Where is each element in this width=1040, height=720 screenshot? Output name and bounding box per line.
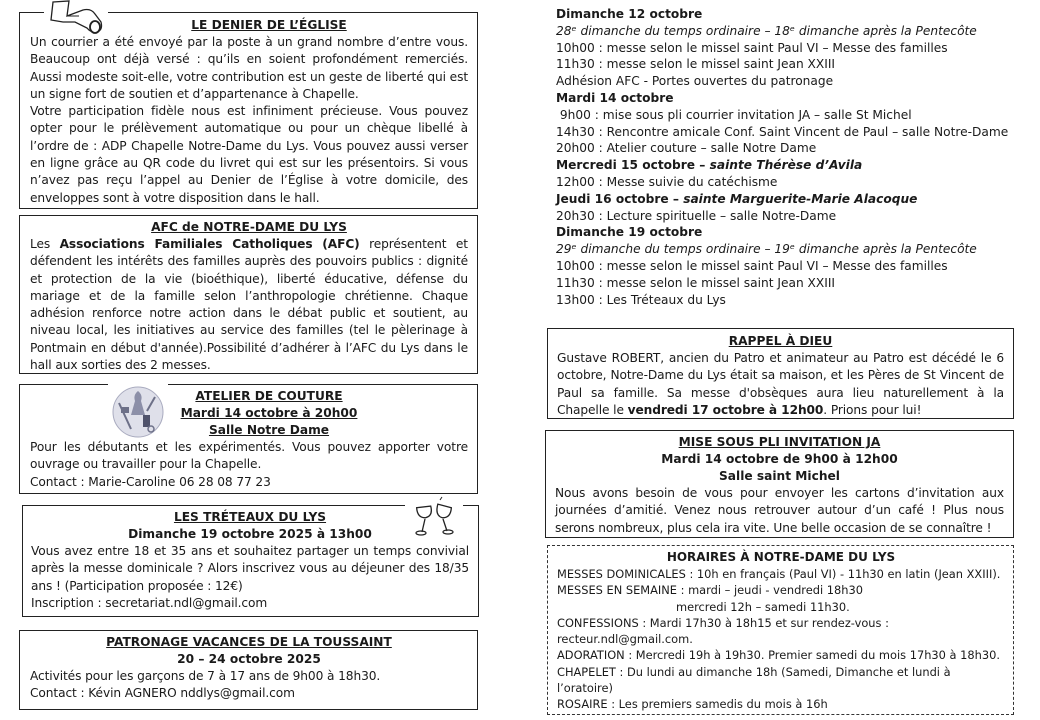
afc-section: [19, 215, 478, 374]
sewing-tools-icon: [111, 385, 165, 439]
day-heading-row: [556, 157, 1026, 174]
pli-date: Mardi 14 octobre de 9h00 à 12h00: [661, 452, 898, 466]
day-heading: Dimanche 12 octobre: [556, 7, 703, 21]
day-heading: Mardi 14 octobre: [556, 90, 674, 105]
couture-date: Mardi 14 octobre à 20h00: [180, 406, 358, 420]
patronage-text: Activités pour les garçons de 7 à 17 ans de 9h00 à 18h30.: [30, 669, 381, 683]
rappel-title: RAPPEL À DIEU: [728, 334, 833, 348]
couture-section: [19, 384, 478, 494]
couture-contact: Contact : Marie-Caroline 06 28 08 77 23: [30, 474, 271, 489]
day-heading: Mercredi 15 octobre –: [556, 158, 710, 173]
schedule-item: 11h30 : messe selon le missel saint Jean XXIII: [556, 57, 836, 72]
schedule-item: 11h30 : messe selon le missel saint Jean XXIII: [556, 275, 836, 290]
treteaux-section: [22, 505, 479, 617]
denier-paragraph-1: Un courrier a été envoyé par la poste à un grand nombre d’entre vous. Beaucoup ont déjà versé : qu’ils en soient profondément remerciés. Aussi modeste soit-elle, votre contribution est un geste de liberté qui est un signe fort de soutien et d’appartenance à Chapelle.: [30, 35, 468, 101]
feast-name: sainte Marguerite-Marie Alacoque: [683, 191, 918, 206]
horaires-line: CONFESSIONS : Mardi 17h30 à 18h15 et sur rendez-vous :: [557, 615, 889, 630]
patronage-date: 20 – 24 octobre 2025: [177, 652, 321, 666]
treteaux-contact: Inscription : secretariat.ndl@gmail.com: [31, 595, 268, 610]
couture-place: Salle Notre Dame: [208, 423, 330, 437]
horaires-title: HORAIRES À NOTRE-DAME DU LYS: [666, 550, 896, 564]
pli-section: [545, 430, 1014, 538]
schedule-item: 9h00 : mise sous pli courrier invitation JA – salle St Michel: [556, 107, 912, 122]
couture-text: Pour les débutants et les expérimentés. Vous pouvez apporter votre ouvrage ou travailler pour la Chapelle.: [30, 440, 468, 472]
horaires-line: recteur.ndl@gmail.com.: [557, 632, 693, 647]
treteaux-text: Vous avez entre 18 et 35 ans et souhaitez partager un temps convivial après la messe dominicale ? Alors inscrivez vous au déjeuner des 18/35 ans ! (Participation proposée : 12€): [31, 544, 469, 593]
denier-section: [19, 12, 478, 209]
afc-paragraph: [30, 236, 468, 374]
pli-text: Nous avons besoin de vous pour envoyer les cartons d’invitation aux journées d’amitié. Venez nous retrouver autour d’un café ! Plus nous serons nombreux, plus cela ira vite. Une belle occasion de se connaître !: [555, 486, 1004, 535]
treteaux-title: LES TRÉTEAUX DU LYS: [173, 510, 327, 524]
schedule-item: 12h00 : Messe suivie du catéchisme: [556, 174, 778, 189]
denier-title: LE DENIER DE L’ÉGLISE: [191, 18, 347, 32]
afc-title: AFC de NOTRE-DAME DU LYS: [151, 220, 347, 234]
rappel-end: . Prions pour lui!: [823, 402, 922, 417]
afc-rest: représentent et défendent les intérêts des familles auprès des pouvoirs publics : dignité et protection de la vie (bioéthique), liberté éducative, défense du mariage et de la famille selon l’anthropologie chrétienne. Chaque adhésion renforce notre action dans le débat public et soutient, au niveau local, les initiatives au service des familles (tel le pèlerinage à Pontmain en début d'année).Possibilité d’adhérer à l’AFC du Lys dans le hall aux sorties des 2 messes.: [30, 237, 468, 373]
patronage-section: [19, 630, 478, 710]
horaires-line: ADORATION : Mercredi 19h à 19h30. Premier samedi du mois 17h30 à 18h30.: [557, 648, 1000, 663]
day-heading: Jeudi 16 octobre –: [556, 191, 684, 206]
wine-glasses-icon: [412, 496, 460, 538]
schedule-item: Adhésion AFC - Portes ouvertes du patronage: [556, 74, 834, 89]
schedule-day-5: [556, 224, 1026, 308]
schedule-item: 20h30 : Lecture spirituelle – salle Notre-Dame: [556, 208, 837, 223]
schedule-day-4: [556, 191, 1026, 225]
denier-paragraph-2: Votre participation fidèle nous est infiniment précieuse. Vous pouvez opter pour le prélèvement automatique ou pour un chèque libellé à l’ordre de : ADP Chapelle Notre-Dame du Lys. Vous pouvez aussi verser en ligne grâce au QR code du livret qui est sur les présentoirs. Si vous n’avez pas reçu l’appel au Denier de l’Église à votre domicile, des enveloppes sont à votre disposition dans le hall.: [30, 104, 468, 205]
patronage-contact: Contact : Kévin AGNERO nddlys@gmail.com: [30, 686, 295, 701]
horaires-line: MESSES DOMINICALES : 10h en français (Paul VI) - 11h30 en latin (Jean XXIII).: [557, 567, 1001, 581]
horaires-line: CHAPELET : Du lundi au dimanche 18h (Samedi, Dimanche et lundi à: [557, 664, 951, 679]
schedule-item: 10h00 : messe selon le missel saint Paul VI – Messe des familles: [556, 258, 948, 273]
patronage-title: PATRONAGE VACANCES DE LA TOUSSAINT: [106, 635, 392, 649]
pli-title: MISE SOUS PLI INVITATION JA: [678, 435, 881, 449]
rappel-section: [547, 328, 1014, 419]
treteaux-date: Dimanche 19 octobre 2025 à 13h00: [128, 527, 372, 541]
horaires-line: MESSES EN SEMAINE : mardi – jeudi - vendredi 18h30: [557, 583, 863, 598]
afc-bold: Associations Familiales Catholiques (AFC): [59, 237, 360, 251]
rappel-text: [557, 350, 1004, 419]
day-heading-row: [556, 191, 1026, 208]
horaires-line: mercredi 12h – samedi 11h30.: [676, 599, 850, 614]
schedule-day-3: [556, 157, 1026, 191]
hand-coin-icon: [45, 0, 107, 36]
schedule-day-2: [556, 90, 1026, 157]
horaires-section: [547, 545, 1014, 715]
pli-place: Salle saint Michel: [719, 469, 840, 483]
weekly-schedule: [556, 6, 1026, 308]
schedule-item: 10h00 : messe selon le missel saint Paul VI – Messe des familles: [556, 40, 948, 55]
liturgy-note: 29ᵉ dimanche du temps ordinaire – 19ᵉ dimanche après la Pentecôte: [556, 242, 977, 257]
liturgy-note: 28ᵉ dimanche du temps ordinaire – 18ᵉ dimanche après la Pentecôte: [556, 23, 977, 38]
schedule-item: 20h00 : Atelier couture – salle Notre Dame: [556, 141, 817, 156]
afc-lead: Les: [30, 237, 60, 251]
horaires-line: l’oratoire): [557, 681, 613, 696]
schedule-item: 13h00 : Les Tréteaux du Lys: [556, 292, 726, 307]
rappel-body: Gustave ROBERT, ancien du Patro et animateur au Patro est décédé le 6 octobre, Notre-Dame du Lys était sa maison, et les Pères de St Vincent de Paul sa famille. Sa messe d'obsèques aura lieu naturellement à la Chapelle le: [557, 351, 1004, 417]
schedule-day-1: [556, 6, 1026, 90]
feast-name: sainte Thérèse d’Avila: [709, 158, 863, 173]
day-heading: Dimanche 19 octobre: [556, 225, 703, 240]
horaires-line: ROSAIRE : Les premiers samedis du mois à 16h: [557, 697, 828, 712]
schedule-item: 14h30 : Rencontre amicale Conf. Saint Vincent de Paul – salle Notre-Dame: [556, 124, 1009, 139]
rappel-funeral-date: vendredi 17 octobre à 12h00: [627, 402, 824, 417]
couture-title: ATELIER DE COUTURE: [195, 389, 343, 403]
